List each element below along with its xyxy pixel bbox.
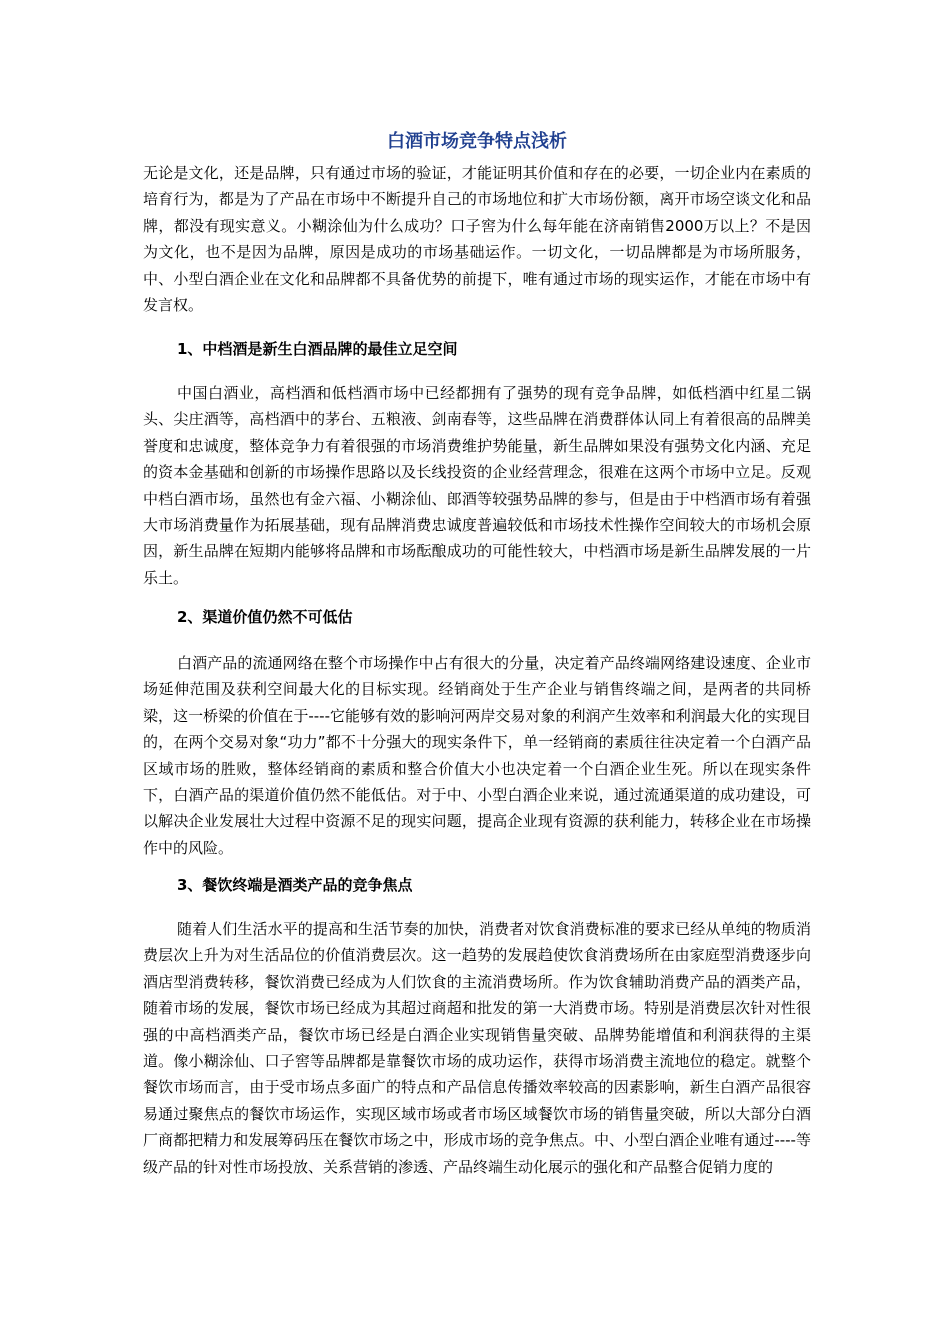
article-title: 白酒市场竞争特点浅析: [387, 131, 567, 153]
section-1-heading: 1、中档酒是新生白酒品牌的最佳立足空间: [177, 340, 458, 358]
intro-paragraph: 无论是文化，还是品牌，只有通过市场的验证，才能证明其价值和存在的必要，一切企业内在素质的培育行为，都是为了产品在市场中不断提升自己的市场地位和扩大市场份额，离开市场空谈文化和品牌，都没有现实意义。小糊涂仙为什么成功？口子窖为什么每年能在济南销售2000万以上？不是因为文化，也不是因为品牌，原因是成功的市场基础运作。一切文化，一切品牌都是为市场所服务，中、小型白酒企业在文化和品牌都不具备优势的前提下，唯有通过市场的现实运作，才能在市场中有发言权。: [143, 164, 811, 315]
section-3-heading: 3、餐饮终端是酒类产品的竞争焦点: [177, 876, 413, 894]
section-2-heading: 2、渠道价值仍然不可低估: [177, 608, 353, 626]
section-3-body: 随着人们生活水平的提高和生活节奏的加快，消费者对饮食消费标准的要求已经从单纯的物质消费层次上升为对生活品位的价值消费层次。这一趋势的发展趋使饮食消费场所在由家庭型消费逐步向酒店型消费转移，餐饮消费已经成为人们饮食的主流消费场所。作为饮食辅助消费产品的酒类产品，随着市场的发展，餐饮市场已经成为其超过商超和批发的第一大消费市场。特别是消费层次针对性很强的中高档酒类产品，餐饮市场已经是白酒企业实现销售量突破、品牌势能增值和利润获得的主渠道。像小糊涂仙、口子窖等品牌都是靠餐饮市场的成功运作，获得市场消费主流地位的稳定。就整个餐饮市场而言，由于受市场点多面广的特点和产品信息传播效率较高的因素影响，新生白酒产品很容易通过聚焦点的餐饮市场运作，实现区域市场或者市场区域餐饮市场的销售量突破，所以大部分白酒厂商都把精力和发展筹码压在餐饮市场之中，形成市场的竞争焦点。中、小型白酒企业唯有通过----等级产品的针对性市场投放、关系营销的渗透、产品终端生动化展示的强化和产品整合促销力度的: [143, 920, 811, 1176]
section-1-body: 中国白酒业，高档酒和低档酒市场中已经都拥有了强势的现有竞争品牌，如低档酒中红星二锅头、尖庄酒等，高档酒中的茅台、五粮液、剑南春等，这些品牌在消费群体认同上有着很高的品牌美誉度和忠诚度，整体竞争力有着很强的市场消费维护势能量，新生品牌如果没有强势文化内涵、充足的资本金基础和创新的市场操作思路以及长线投资的企业经营理念，很难在这两个市场中立足。反观中档白酒市场，虽然也有金六福、小糊涂仙、郎酒等较强势品牌的参与，但是由于中档酒市场有着强大市场消费量作为拓展基础，现有品牌消费忠诚度普遍较低和市场技术性操作空间较大的市场机会原因，新生品牌在短期内能够将品牌和市场酝酿成功的可能性较大，中档酒市场是新生品牌发展的一片乐土。: [143, 384, 811, 587]
section-2-body: 白酒产品的流通网络在整个市场操作中占有很大的分量，决定着产品终端网络建设速度、企业市场延伸范围及获利空间最大化的目标实现。经销商处于生产企业与销售终端之间，是两者的共同桥梁，这一桥梁的价值在于----它能够有效的影响河两岸交易对象的利润产生效率和利润最大化的实现目的，在两个交易对象“功力”都不十分强大的现实条件下，单一经销商的素质往往决定着一个白酒产品区域市场的胜败，整体经销商的素质和整合价值大小也决定着一个白酒企业生死。所以在现实条件下，白酒产品的渠道价值仍然不能低估。对于中、小型白酒企业来说，通过流通渠道的成功建设，可以解决企业发展壮大过程中资源不足的现实问题，提高企业现有资源的获利能力，转移企业在市场操作中的风险。: [143, 654, 811, 857]
